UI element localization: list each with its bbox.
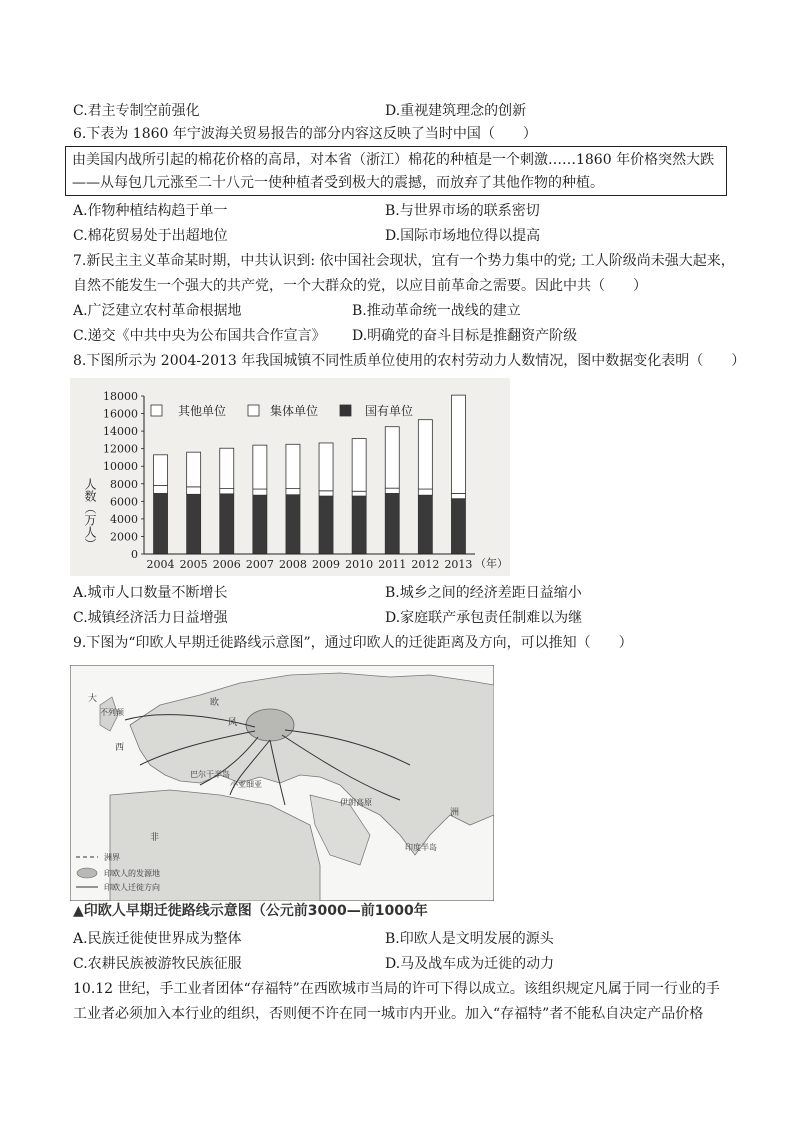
legend-swatch-collective [248,405,259,416]
q6-quote-box [65,146,727,196]
bar-segment-2-2007 [253,445,267,489]
y-tick-label: 4000 [110,512,138,526]
y-tick-label: 14000 [103,425,138,439]
labor-chart [70,378,510,576]
bar-segment-1-2007 [253,489,267,495]
legend-border-label: 洲界 [104,853,120,862]
map-label-india: 印度半岛 [405,843,437,852]
option-c-prev: C.君主专制空前强化 [73,103,200,119]
y-tick-label: 8000 [110,477,138,491]
map-label-asia-minor: 小亚细亚 [230,780,262,789]
legend-label-state: 国有单位 [365,404,414,418]
y-tick-label: 12000 [103,442,138,456]
bar-segment-2-2013 [451,395,465,493]
bar-segment-1-2011 [385,488,399,493]
y-tick-label: 6000 [110,495,138,509]
q9-option-a: A.民族迁徙使世界成为整体 [73,931,242,947]
chart-legend [151,403,413,418]
homeland-area [246,709,294,741]
legend-label-collective: 集体单位 [270,404,319,418]
migration-map [70,665,494,901]
map-label-ou: 欧 [210,698,220,708]
x-tick-label: 2005 [179,558,208,571]
bar-segment-2-2008 [286,444,300,488]
bar-segment-0-2011 [385,493,399,554]
q7-option-a: A.广泛建立农村革命根据地 [73,303,242,319]
q7-stem-line2: 自然不能发生一个强大的共产党，一个大群众的党，以应目前革命之需要。因此中共（ ） [73,278,647,294]
bar-segment-1-2009 [319,491,333,496]
bar-segment-0-2006 [220,494,234,554]
bar-segment-2-2009 [319,443,333,491]
bar-segment-0-2009 [319,496,333,554]
x-unit-label: （年） [475,557,508,570]
q6-option-c: C.棉花贸易处于出超地位 [73,228,228,244]
bar-segment-0-2012 [418,495,432,554]
bar-segment-1-2008 [286,489,300,495]
x-tick-label: 2013 [444,558,473,571]
q7-option-d: D.明确党的奋斗目标是推翻资产阶级 [352,328,578,344]
map-label-xi: 西 [115,743,125,753]
q9-stem: 9.下图为“印欧人早期迁徙路线示意图”，通过印欧人的迁徙距离及方向，可以推知（ ） [73,635,633,651]
q6-quote-line1: 由美国内战所引起的棉花价格的高昂，对本省（浙江）棉花的种植是一个刺激……1860 年价格突然大跌 [72,152,715,168]
x-tick-label: 2004 [146,558,175,571]
bar-segment-0-2005 [187,494,201,554]
q7-stem-line1: 7.新民主主义革命某时期，中共认识到: 依中国社会现状，宜有一个势力集中的党; 工人阶级尚未强大起来， [73,253,735,269]
q6-option-a: A.作物种植结构趋于单一 [73,203,228,219]
bar-segment-0-2007 [253,495,267,554]
legend-label-other: 其他单位 [178,404,227,418]
q9-option-d: D.马及战车成为迁徙的动力 [385,956,555,972]
x-tick-label: 2006 [212,558,241,571]
legend-arrow-label: 印欧人迁徙方向 [104,883,160,892]
legend-homeland-swatch [77,868,97,878]
bar-segment-0-2010 [352,496,366,554]
x-tick-label: 2007 [245,558,274,571]
q8-stem: 8.下图所示为 2004-2013 年我国城镇不同性质单位使用的农村劳动力人数情况，图中数据变化表明（ ） [73,353,746,369]
q7-option-c: C.递交《中共中央为公布国共合作宣言》 [73,328,326,344]
legend-homeland-label: 印欧人的发源地 [104,869,160,878]
bar-segment-1-2010 [352,491,366,496]
x-tick-label: 2008 [278,558,307,571]
bar-segment-0-2008 [286,495,300,554]
x-tick-label: 2010 [345,558,374,571]
y-tick-label: 0 [131,548,138,561]
map-label-feng: 风 [228,718,238,728]
map-label-fei: 非 [150,833,160,843]
bar-segment-2-2011 [385,427,399,488]
q7-option-b: B.推动革命统一战线的建立 [352,303,521,319]
q6-option-b: B.与世界市场的联系密切 [385,203,540,219]
bar-segment-2-2006 [220,448,234,488]
q8-option-d: D.家庭联产承包责任制难以为继 [385,610,583,626]
y-tick-label: 2000 [110,530,138,544]
legend-swatch-state [340,405,351,416]
bar-segment-1-2006 [220,489,234,494]
bar-segment-1-2012 [418,489,432,495]
q9-option-c: C.农耕民族被游牧民族征服 [73,956,242,972]
legend-swatch-other [151,405,162,416]
q6-option-d: D.国际市场地位得以提高 [385,228,541,244]
x-tick-label: 2012 [411,558,440,571]
q8-option-a: A.城市人口数量不断增长 [73,585,228,601]
q10-stem-line1: 10.12 世纪，手工业者团体“存福特”在西欧城市当局的许可下得以成立。该组织规定凡属于同一行业的手 [73,981,720,997]
bar-segment-1-2005 [187,487,201,494]
y-tick-label: 10000 [103,460,138,474]
y-tick-label: 16000 [103,407,138,421]
map-label-zhou: 洲 [450,808,460,818]
bar-segment-2-2010 [352,439,366,492]
bar-segment-2-2005 [187,452,201,487]
q9-option-b: B.印欧人是文明发展的源头 [385,931,554,947]
q10-stem-line2: 工业者必须加入本行业的组织，否则便不许在同一城市内开业。加入“存福特”者不能私自决定产品价格 [73,1006,704,1022]
q8-option-b: B.城乡之间的经济差距日益缩小 [385,585,582,601]
map-label-britain: 不列颠 [100,708,124,717]
x-tick-label: 2011 [378,558,407,571]
option-d-prev: D.重视建筑理念的创新 [385,103,527,119]
x-tick-label: 2009 [312,558,341,571]
bar-segment-2-2004 [154,455,168,486]
bar-segment-2-2012 [418,420,432,489]
y-axis-label: 人数（万人） [83,478,97,550]
q8-option-c: C.城镇经济活力日益增强 [73,610,228,626]
bar-segment-1-2013 [451,493,465,498]
bar-segment-0-2013 [451,499,465,554]
map-label-balkan: 巴尔干半岛 [190,770,230,779]
map-label-iran: 伊朗高原 [340,798,372,807]
map-caption: ▲印欧人早期迁徙路线示意图（公元前3000—前1000年 [73,903,428,919]
bar-segment-1-2004 [154,486,168,494]
bar-segment-0-2004 [154,493,168,554]
q6-quote-line2: ——从每包几元涨至二十八元一使种植者受到极大的震撼，而放弃了其他作物的种植。 [72,175,604,191]
map-label-da: 大 [88,694,98,704]
q6-stem: 6.下表为 1860 年宁波海关贸易报告的部分内容这反映了当时中国（ ） [73,126,537,142]
y-tick-label: 18000 [103,390,138,403]
